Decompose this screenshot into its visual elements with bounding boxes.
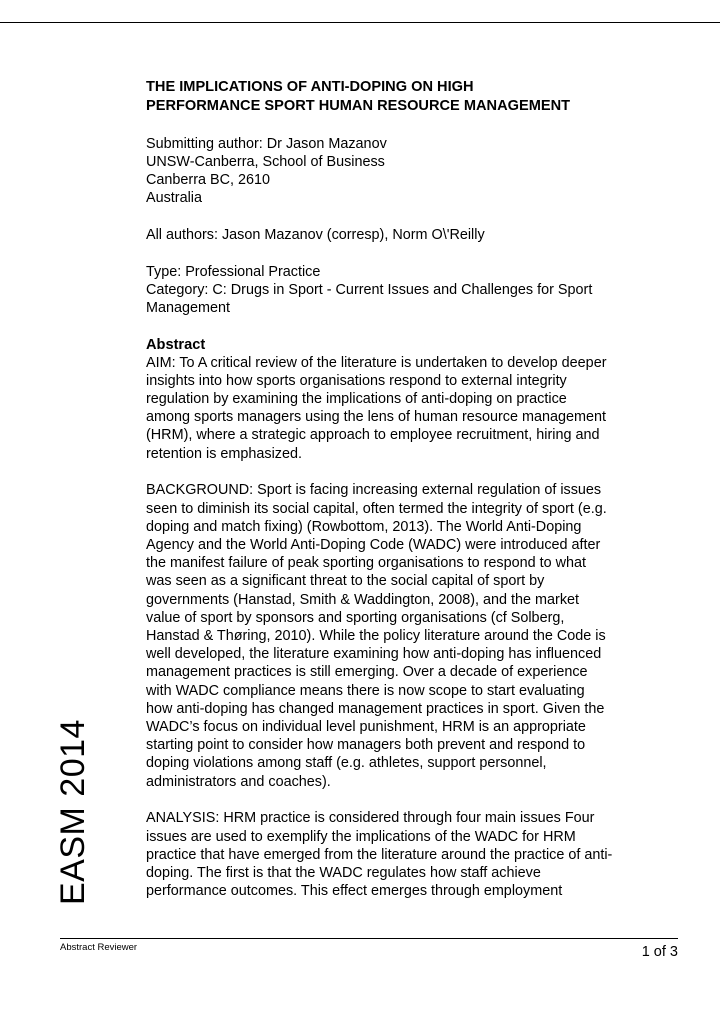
submitting-author-block <box>146 135 666 208</box>
submitting-line: UNSW-Canberra, School of Business <box>146 153 385 170</box>
authors-line: All authors: Jason Mazanov (corresp), Norm O\'Reilly <box>146 226 485 243</box>
background-line: the manifest failure of peak sporting organisations to respond to what <box>146 555 586 572</box>
background-line: Hanstad & Thøring, 2010). While the policy literature around the Code is <box>146 627 606 644</box>
document-title <box>146 78 666 116</box>
background-line: starting point to consider how managers both prevent and respond to <box>146 737 586 754</box>
analysis-line: practice that have emerged from the literature around the practice of anti- <box>146 846 613 863</box>
submitting-line: Australia <box>146 190 202 207</box>
page-number: 1 of 3 <box>641 944 678 960</box>
background-line: seen to diminish its social capital, often termed the integrity of sport (e.g. <box>146 500 607 517</box>
background-line: governments (Hanstad, Smith & Waddington, 2008), and the market <box>146 591 580 608</box>
background-line: was seen as a significant threat to the social capital of sport by <box>146 573 545 590</box>
aim-line: among sports managers using the lens of human resource management <box>146 409 606 426</box>
background-line: doping violations among staff (e.g. athletes, support personnel, <box>146 755 547 772</box>
analysis-line: performance outcomes. This effect emerges through employment <box>146 883 563 900</box>
title-line: PERFORMANCE SPORT HUMAN RESOURCE MANAGEMENT <box>146 98 571 114</box>
footer-reviewer-label: Abstract Reviewer <box>60 942 138 953</box>
top-rule <box>0 22 720 23</box>
background-line: management practices is still emerging. Over a decade of experience <box>146 664 588 681</box>
aim-line: retention is emphasized. <box>146 445 302 462</box>
background-line: Agency and the World Anti-Doping Code (WADC) were introduced after <box>146 536 601 553</box>
aim-line: insights into how sports organisations respond to external integrity <box>146 372 567 389</box>
background-line: how anti-doping has changed management practices in sport. Given the <box>146 700 605 717</box>
submitting-line: Canberra BC, 2610 <box>146 171 270 188</box>
aim-line: (HRM), where a strategic approach to employee recruitment, hiring and <box>146 427 600 444</box>
analysis-line: issues are used to exemplify the implications of the WADC for HRM <box>146 828 576 845</box>
category-line: Management <box>146 299 230 316</box>
abstract-heading: Abstract <box>146 336 206 353</box>
background-line: doping and match fixing) (Rowbottom, 2013). The World Anti-Doping <box>146 518 582 535</box>
background-line: BACKGROUND: Sport is facing increasing external regulation of issues <box>146 482 602 499</box>
submitting-line: Submitting author: Dr Jason Mazanov <box>146 135 387 152</box>
analysis-line: ANALYSIS: HRM practice is considered through four main issues Four <box>146 810 595 827</box>
category-line: Category: C: Drugs in Sport - Current Issues and Challenges for Sport <box>146 281 593 298</box>
aim-paragraph <box>146 354 666 463</box>
document-body <box>146 78 666 900</box>
background-line: well developed, the literature examining how anti-doping has influenced <box>146 646 602 663</box>
aim-line: regulation by examining the implications of anti-doping on practice <box>146 391 567 408</box>
background-paragraph <box>146 481 666 790</box>
type-block <box>146 263 666 318</box>
authors-block <box>146 226 666 244</box>
background-line: value of sport by sponsors and sporting organisations (cf Solberg, <box>146 609 565 626</box>
footer-rule <box>60 938 678 939</box>
analysis-line: doping. The first is that the WADC regulates how staff achieve <box>146 864 541 881</box>
side-stamp: EASM 2014 <box>54 719 92 905</box>
background-line: WADC’s focus on individual level punishment, HRM is an appropriate <box>146 718 586 735</box>
type-line: Type: Professional Practice <box>146 263 321 280</box>
title-line: THE IMPLICATIONS OF ANTI-DOPING ON HIGH <box>146 79 474 95</box>
aim-line: AIM: To A critical review of the literature is undertaken to develop deeper <box>146 354 607 371</box>
analysis-paragraph <box>146 809 666 900</box>
background-line: with WADC compliance means there is now scope to start evaluating <box>146 682 585 699</box>
background-line: administrators and coaches). <box>146 773 331 790</box>
